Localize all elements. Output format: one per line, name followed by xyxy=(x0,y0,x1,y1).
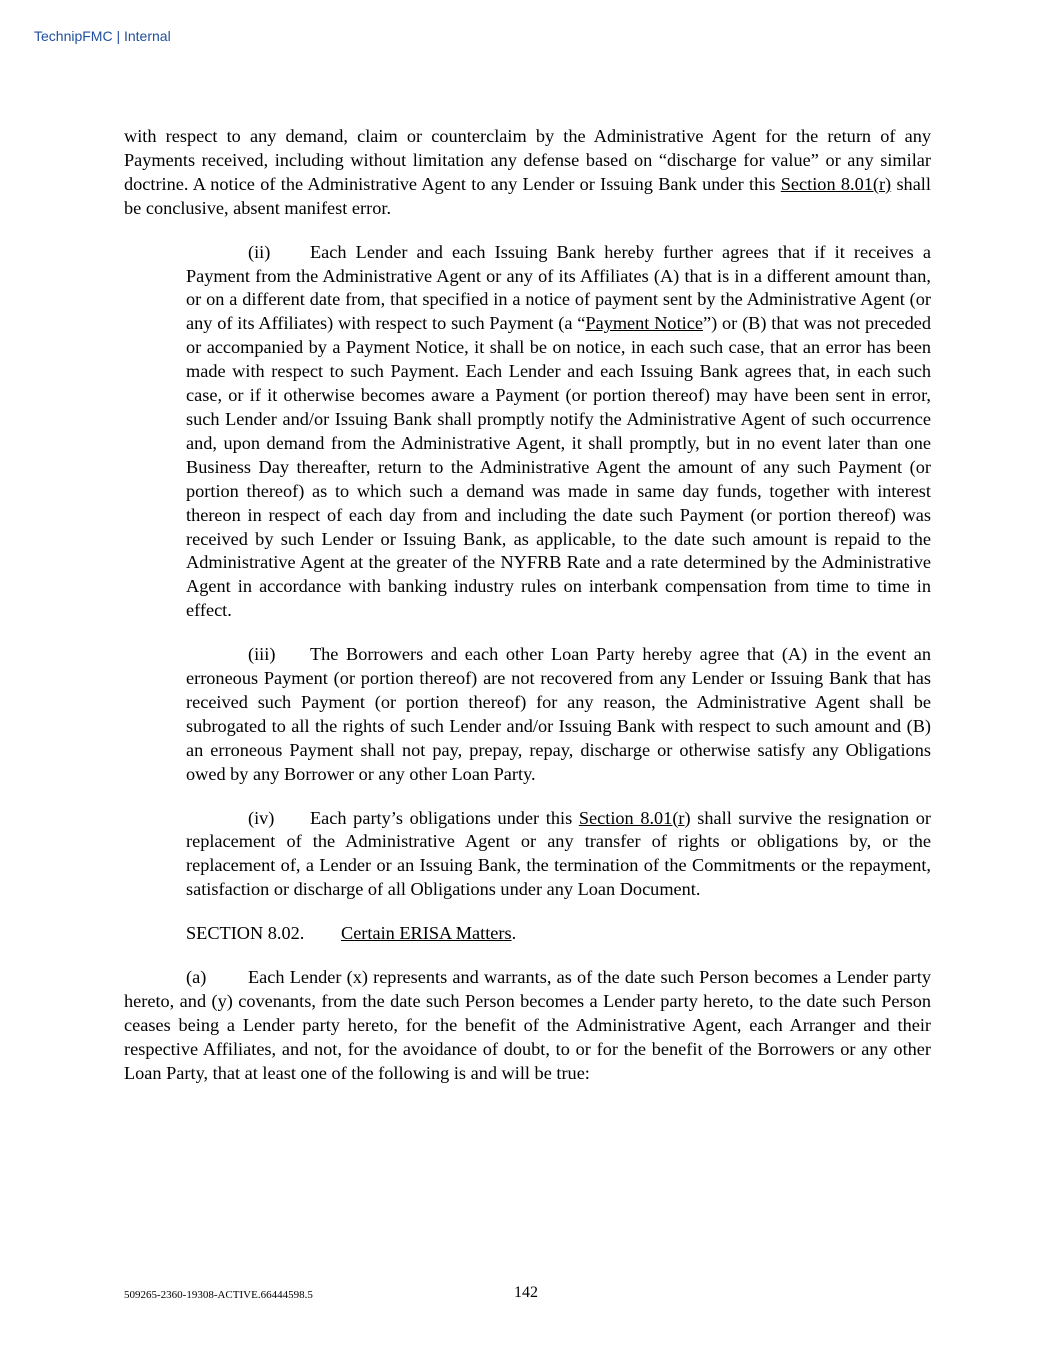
subparagraph-number: (iii) xyxy=(248,644,276,665)
paragraph-a xyxy=(124,966,931,1086)
paragraph-text: Each Lender (x) represents and warrants, as of the date such Person becomes a Lender party hereto, and (y) covenants, from the date such Person becomes a Lender party hereto, to the date such Person ceases being a Lender party hereto, for the benefit of the Administrative Agent, each Arranger and their respective Affiliates, and not, for the avoidance of doubt, to or for the benefit of the Borrowers or any other Loan Party, that at least one of the following is and will be true: xyxy=(124,967,931,1083)
paragraph-text: with respect to any demand, claim or counterclaim by the Administrative Agent for the return of any Payments received, including without limitation any defense based on “discharge for value” or any similar doctrine. A notice of the Administrative Agent to any Lender or Issuing Bank under this xyxy=(124,126,931,194)
paragraph-text: shall survive the resignation or replacement of the Administrative Agent or any transfer of rights or obligations by, or the replacement of, a Lender or an Issuing Bank, the termination of the Commitments or the repayment, satisfaction or discharge of all Obligations under any Loan Document. xyxy=(186,807,931,900)
paragraph-continuation xyxy=(124,125,931,221)
paragraph-text: The Borrowers and each other Loan Party hereby agree that (A) in the event an erroneous Payment (or portion thereof) are not recovered from any Lender or Issuing Bank that has received such Payment (or portion thereof) for any reason, the Administrative Agent shall be subrogated to all the rights of such Lender and/or Issuing Bank with respect to such amount and (B) an erroneous Payment shall not pay, prepay, repay, discharge or otherwise satisfy any Obligations owed by any Borrower or any other Loan Party. xyxy=(186,644,931,784)
section-reference-link: Section 8.01(r) xyxy=(780,173,892,194)
paragraph-text: Each Lender and each Issuing Bank hereby further agrees that if it receives a Payment from the Administrative Agent or any of its Affiliates (A) that is in a different amount than, or on a different date from, that specified in a notice of payment sent by the Administrative Agent (or any of its Affiliates) with respect to such Payment (a “ xyxy=(186,241,931,334)
section-number: SECTION 8.02. xyxy=(186,923,305,944)
page-number: 142 xyxy=(514,1284,538,1301)
paragraph-text: ”) or (B) that was not preceded or accompanied by a Payment Notice, it shall be on notice, in each such case, that an error has been made with respect to such Payment. Each Lender and each Issuing Bank agrees that, in each such case, or if it otherwise becomes aware a Payment (or portion thereof) may have been sent in error, such Lender and/or Issuing Bank shall promptly notify the Administrative Agent of such occurrence and, upon demand from the Administrative Agent, it shall promptly, but in no event later than one Business Day thereafter, return to the Administrative Agent the amount of any such Payment (or portion thereof) as to which such a demand was made in same day funds, together with interest thereon in respect of each day from and including the date such Payment (or portion thereof) was received by such Lender or Issuing Bank, as applicable, to the date such amount is repaid to the Administrative Agent at the greater of the NYFRB Rate and a rate determined by the Administrative Agent in accordance with banking industry rules on interbank compensation from time to time in effect. xyxy=(186,313,931,621)
section-reference-link: Section 8.01(r) xyxy=(578,807,691,828)
section-title: Certain ERISA Matters xyxy=(341,923,512,944)
paragraph-text: Each party’s obligations under this xyxy=(310,807,579,828)
document-id: 509265-2360-19308-ACTIVE.66444598.5 xyxy=(124,1289,313,1301)
subparagraph-iv xyxy=(186,807,931,903)
section-heading: SECTION 8.02. Certain ERISA Matters. xyxy=(186,922,931,946)
paragraph-text: shall be conclusive, absent manifest error. xyxy=(124,173,931,218)
subparagraph-iii xyxy=(186,643,931,786)
classification-label: TechnipFMC | Internal xyxy=(34,28,171,44)
subparagraph-number: (iv) xyxy=(248,807,275,828)
subparagraph-ii xyxy=(186,241,931,624)
paragraph-number: (a) xyxy=(186,967,207,988)
document-body xyxy=(124,125,931,1106)
subparagraph-number: (ii) xyxy=(248,241,271,262)
defined-term: Payment Notice xyxy=(585,313,703,334)
